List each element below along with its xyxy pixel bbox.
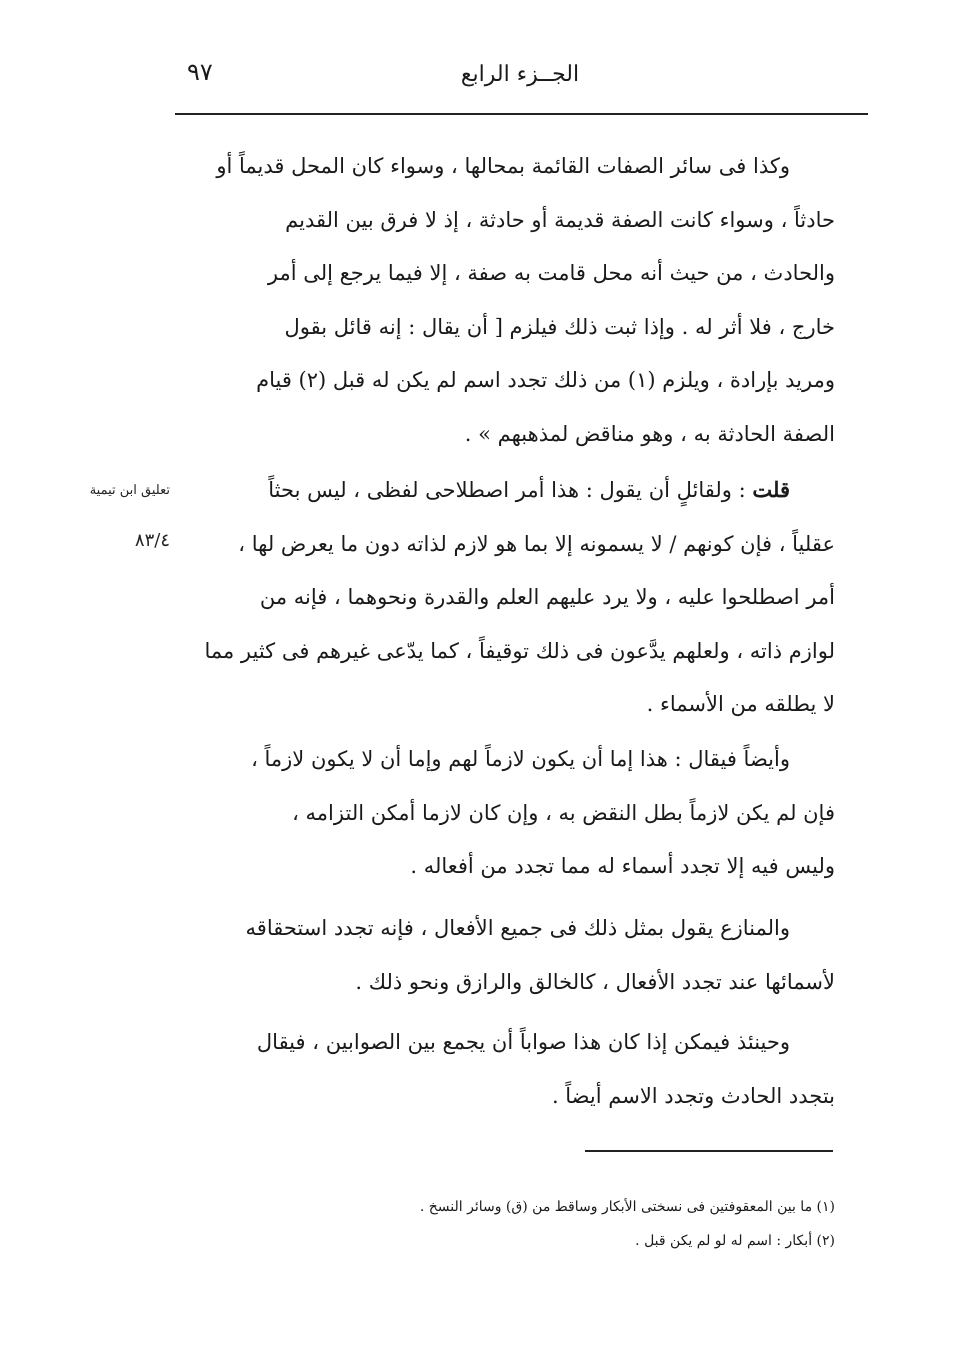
text-line: وحينئذ فيمكن إذا كان هذا صواباً أن يجمع بين الصوابين ، فيقال	[256, 1030, 790, 1054]
paragraph-5	[180, 1016, 835, 1123]
text-line: وليس فيه إلا تجدد أسماء له مما تجدد من أفعاله .	[410, 854, 835, 878]
text-line: لوازم ذاته ، ولعلهم يدَّعون فى ذلك توقيفاً ، كما يدّعى غيرهم فى كثير مما	[204, 638, 835, 663]
lead-word: قلت	[752, 477, 790, 502]
running-title: الجــزء الرابع	[460, 62, 580, 87]
paragraph-3	[180, 733, 835, 894]
text-line: والمنازع يقول بمثل ذلك فى جميع الأفعال ، فإنه تجدد استحقاقه	[245, 916, 790, 940]
text-line	[180, 463, 835, 518]
header-rule	[175, 113, 868, 115]
footnotes	[180, 1190, 835, 1258]
page-header	[175, 58, 865, 98]
text-line: عقلياً ، فإن كونهم / لا يسمونه إلا بما هو لازم لذاته دون ما يعرض لها ،	[238, 531, 835, 556]
text-line: أمر اصطلحوا عليه ، ولا يرد عليهم العلم والقدرة ونحوهما ، فإنه من	[259, 585, 835, 609]
text-line-rest: : ولقائلٍ أن يقول : هذا أمر اصطلاحى لفظى ، ليس بحثاً	[268, 478, 746, 502]
text-line: وأيضاً فيقال : هذا إما أن يكون لازماً لهم وإما أن لا يكون لازماً ،	[251, 747, 790, 771]
text-line: بتجدد الحادث وتجدد الاسم أيضاً .	[551, 1083, 835, 1108]
text-line: حادثاً ، وسواء كانت الصفة قديمة أو حادثة ، إذ لا فرق بين القديم	[285, 207, 835, 232]
margin-note-reference: ٨٣/٤	[134, 530, 170, 551]
text-line: لأسمائها عند تجدد الأفعال ، كالخالق والرازق ونحو ذلك .	[355, 969, 835, 994]
text-line: الصفة الحادثة به ، وهو مناقض لمذهبهم » .	[464, 421, 835, 446]
text-line: والحادث ، من حيث أنه محل قامت به صفة ، إلا فيما يرجع إلى أمر	[267, 261, 835, 285]
text-line: ومريد بإرادة ، ويلزم (١) من ذلك تجدد اسم لم يكن له قبل (٢) قيام	[256, 368, 835, 392]
page-number: ٩٧	[187, 58, 213, 86]
text-line: لا يطلقه من الأسماء .	[646, 692, 835, 716]
footnote-rule	[585, 1150, 833, 1152]
paragraph-2	[180, 463, 835, 732]
footnote-1: (١) ما بين المعقوفتين فى نسختى الأبكار وساقط من (ق) وسائر النسخ .	[419, 1199, 835, 1215]
paragraph-4	[180, 902, 835, 1009]
footnote-2: (٢) أبكار : اسم له لو لم يكن قبل .	[635, 1233, 835, 1249]
text-line: فإن لم يكن لازماً بطل النقض به ، وإن كان لازما أمكن التزامه ،	[292, 800, 835, 825]
text-line: وكذا فى سائر الصفات القائمة بمحالها ، وسواء كان المحل قديماً أو	[216, 154, 790, 178]
margin-note-commentary: تعليق ابن تيمية	[89, 483, 170, 498]
text-line: خارج ، فلا أثر له . وإذا ثبت ذلك فيلزم [ أن يقال : إنه قائل بقول	[284, 314, 835, 339]
paragraph-1	[180, 140, 835, 461]
